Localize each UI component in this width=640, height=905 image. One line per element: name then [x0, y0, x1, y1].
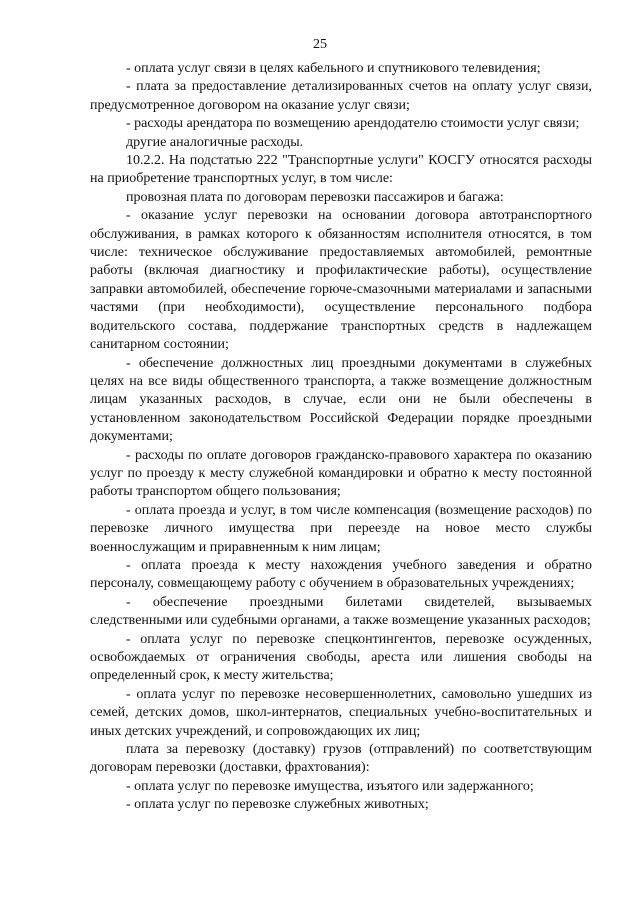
paragraph: - оплата проезда и услуг, в том числе компенсация (возмещение расходов) по перевозке личного имущества при переезде на новое место службы военнослужащим и приравненным к ним лицам;: [90, 502, 592, 555]
paragraph: - оплата услуг по перевозке имущества, изъятого или задержанного;: [126, 778, 534, 794]
document-body: [90, 60, 592, 815]
paragraph: - обеспечение проездными билетами свидетелей, вызываемых следственными или судебными органами, а также возмещение указанных расходов;: [90, 594, 592, 629]
paragraph: плата за перевозку (доставку) грузов (отправлений) по соответствующим договорам перевозки (доставки, фрахтования):: [90, 742, 592, 776]
paragraph: - обеспечение должностных лиц проездными документами в служебных целях на все виды общественного транспорта, а также возмещение должностным лицам указанных расходов, в случае, если они не были обеспечены в установленном законодательством Российской Федерации порядке проездными документами;: [90, 355, 592, 445]
paragraph: провозная плата по договорам перевозки пассажиров и багажа:: [126, 189, 504, 205]
paragraph: - оплата услуг по перевозке служебных животных;: [126, 797, 429, 813]
paragraph: - плата за предоставление детализированных счетов на оплату услуг связи, предусмотренное договором на оказание услуг связи;: [90, 79, 592, 113]
page-number: 25: [313, 37, 327, 52]
paragraph: 10.2.2. На подстатью 222 "Транспортные услуги" КОСГУ относятся расходы на приобретение транспортных услуг, в том числе:: [90, 153, 592, 187]
paragraph: - оплата услуг связи в целях кабельного и спутникового телевидения;: [126, 61, 541, 76]
paragraph: другие аналогичные расходы.: [126, 134, 304, 150]
paragraph: - оплата проезда к месту нахождения учебного заведения и обратно персоналу, совмещающему работу с обучением в образовательных учреждениях;: [90, 557, 592, 592]
paragraph: - расходы по оплате договоров гражданско-правового характера по оказанию услуг по проезду к месту служебной командировки и обратно к месту постоянной работы транспортом общего пользования;: [90, 447, 592, 500]
paragraph: - оплата услуг по перевозке несовершеннолетних, самовольно ушедших из семей, детских домов, школ-интернатов, специальных учебно-воспитательных и иных детских учреждений, и сопровождающих их лиц;: [90, 686, 592, 739]
paragraph: - оплата услуг по перевозке спецконтингентов, перевозке осужденных, освобождаемых от ограничения свободы, ареста или лишения свободы на определенный срок, к месту жительства;: [90, 631, 592, 684]
paragraph: - оказание услуг перевозки на основании договора автотранспортного обслуживания, в рамках которого к обязанностям исполнителя относятся, в том числе: техническое обслуживание предоставляемых автомобилей, ремонтные работы (включая диагностику и профилактические работы), осуществление заправки автомобилей, обеспечение горюче-смазочными материалами и запасными частями (при необходимости), осуществление персонального подбора водительского состава, поддержание транспортных средств в надлежащем санитарном состоянии;: [90, 208, 592, 353]
paragraph: - расходы арендатора по возмещению арендодателю стоимости услуг связи;: [126, 116, 580, 132]
